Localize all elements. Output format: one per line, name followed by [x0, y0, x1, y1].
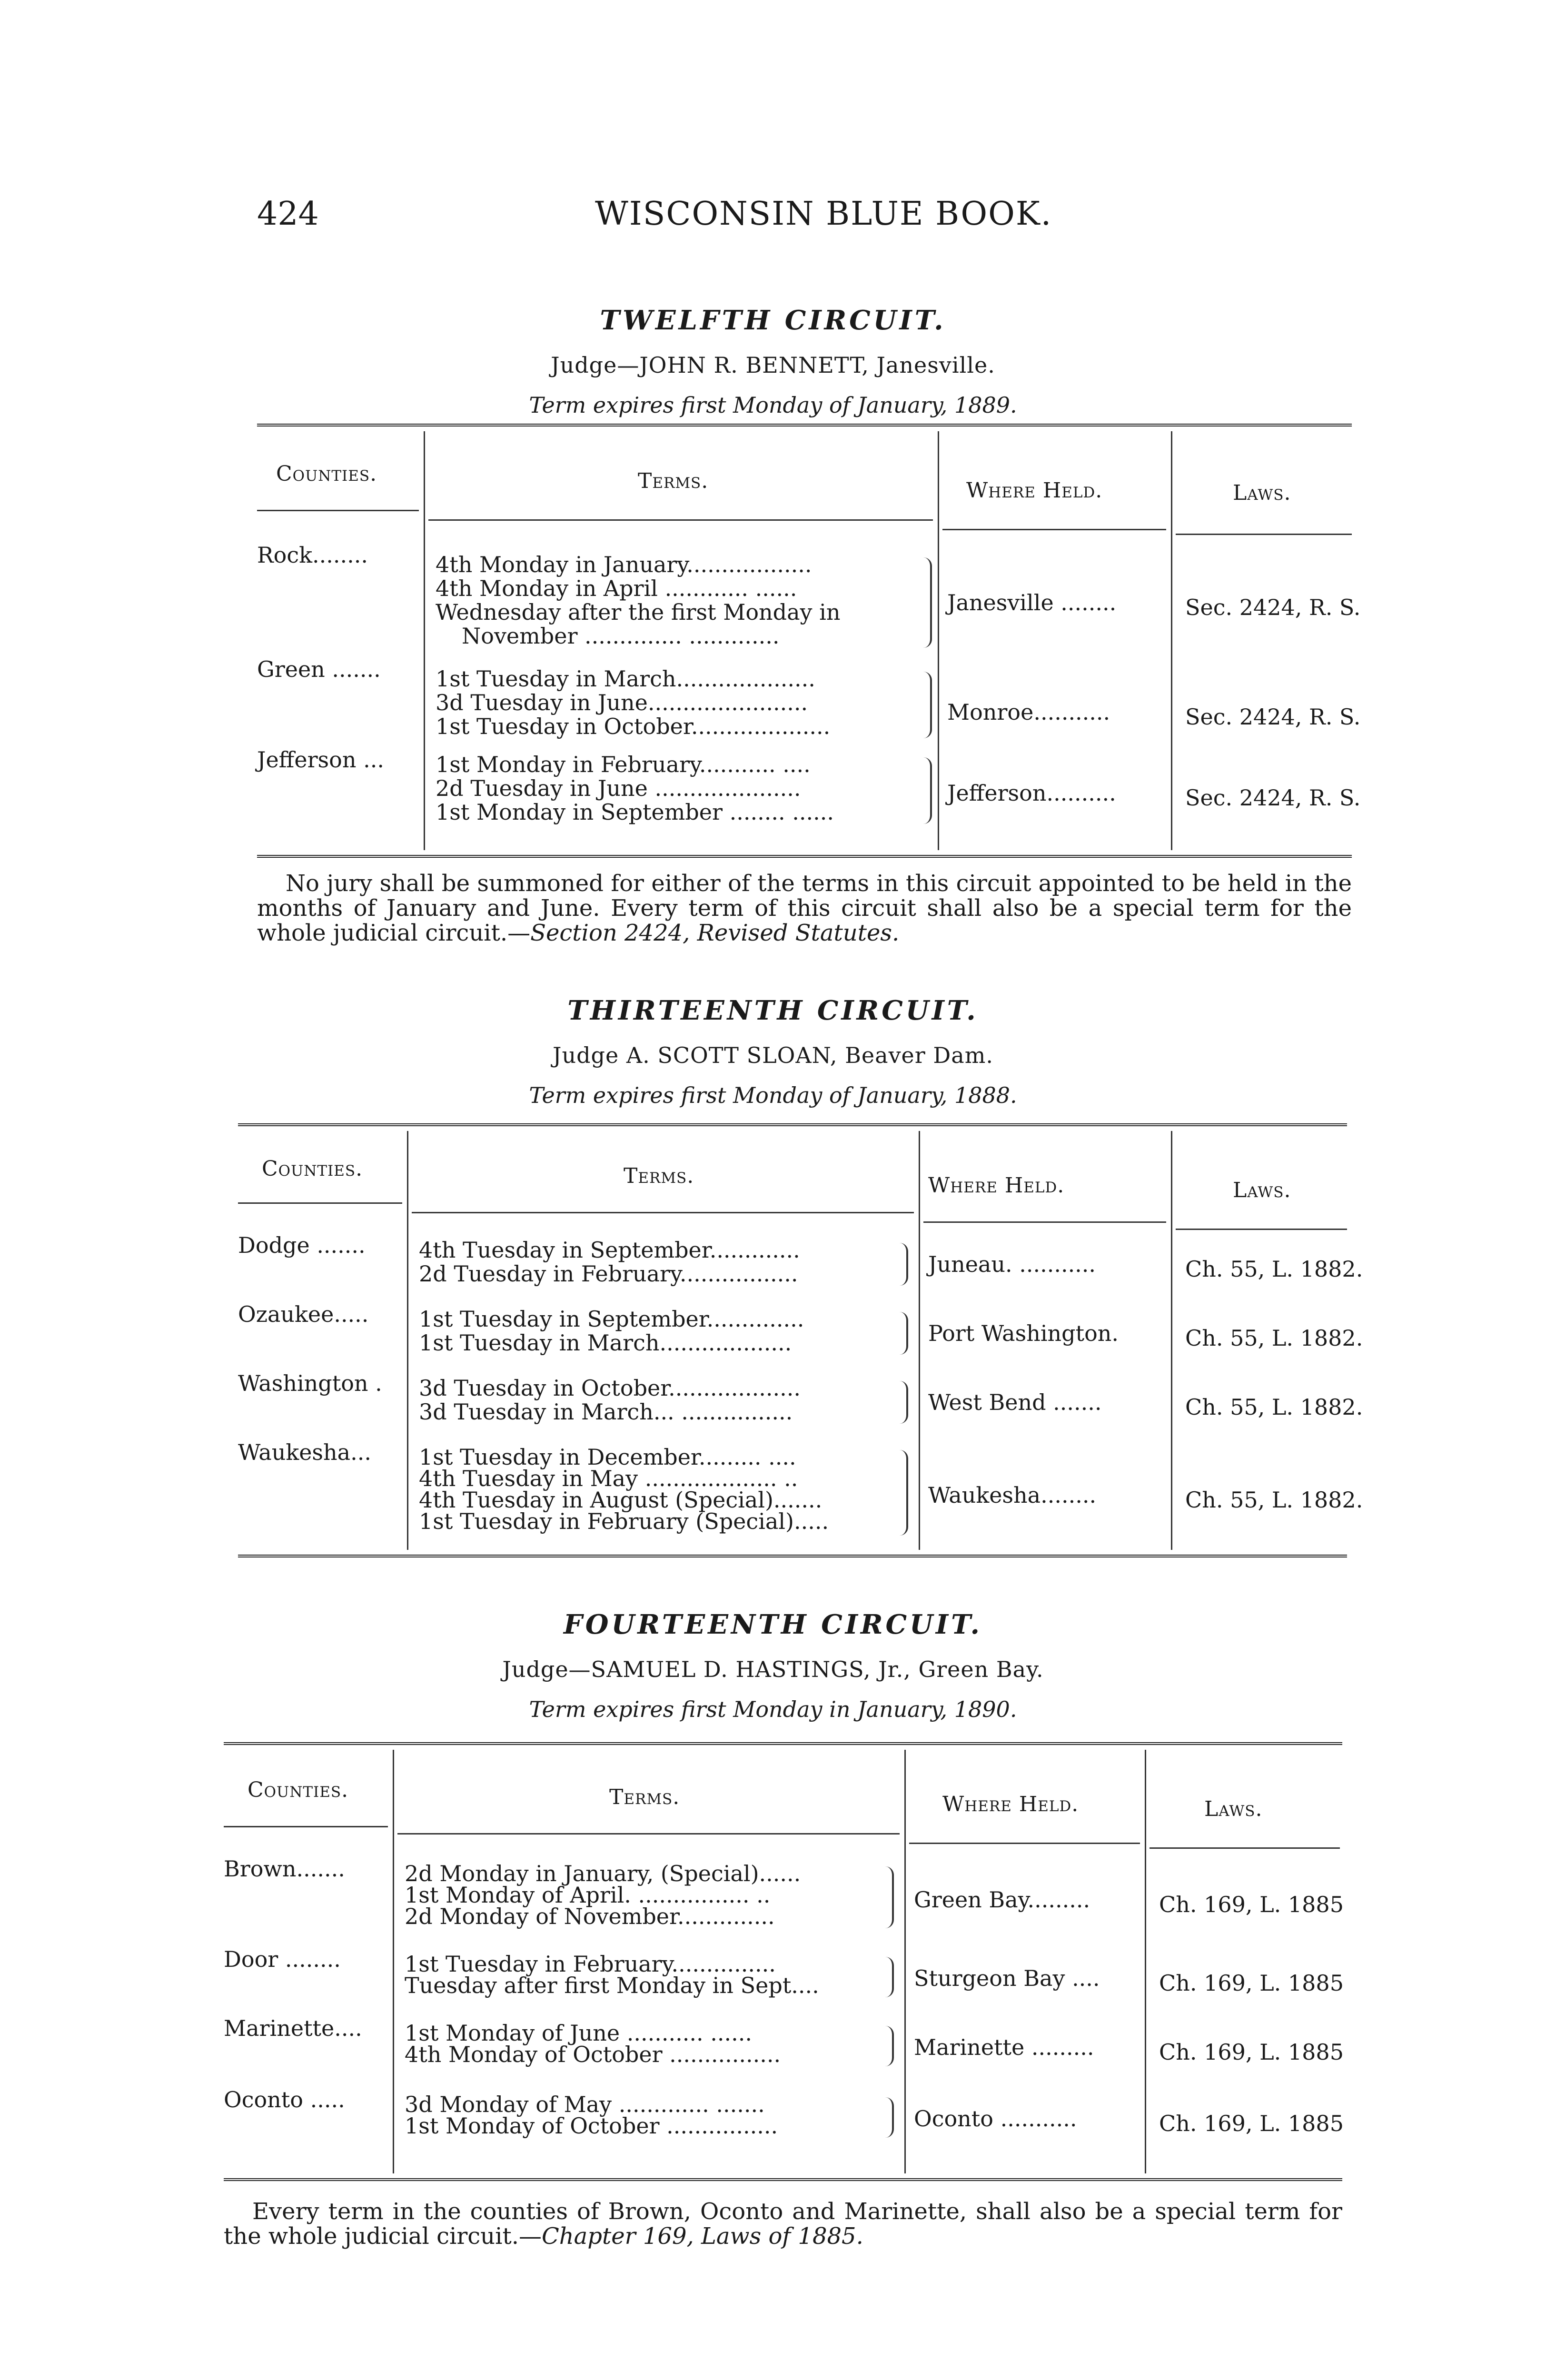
column-divider	[938, 431, 939, 850]
term-line: 3d Tuesday in March... ................	[419, 1399, 793, 1425]
circuit-twelfth-note	[257, 871, 1352, 945]
county-cell: Green .......	[257, 656, 381, 682]
term-line: 4th Tuesday in September.............	[419, 1237, 800, 1263]
header-rule	[1150, 1847, 1340, 1849]
where-held-cell: Waukesha........	[928, 1482, 1097, 1508]
column-header-where-held: Where Held.	[942, 1792, 1079, 1816]
county-cell: Rock........	[257, 542, 368, 568]
laws-cell: Ch. 55, L. 1882.	[1185, 1487, 1363, 1513]
county-cell: Dodge .......	[238, 1232, 366, 1258]
header-rule	[224, 1826, 388, 1827]
column-header-laws: Laws.	[1233, 481, 1291, 505]
note-citation: Section 2424, Revised Statutes.	[530, 920, 900, 946]
county-cell: Door ........	[224, 1946, 341, 1972]
term-expiry: Term expires first Monday of January, 1889.	[529, 392, 1017, 418]
where-held-cell: Oconto ...........	[914, 2106, 1077, 2132]
where-held-cell: Green Bay.........	[914, 1887, 1090, 1913]
column-header-counties: Counties.	[262, 1157, 363, 1181]
term-line: 4th Tuesday in May ................... ..	[419, 1466, 798, 1491]
circuit-title: FOURTEENTH CIRCUIT.	[563, 1609, 983, 1640]
term-line: 4th Monday in April ............ ......	[436, 575, 797, 601]
laws-cell: Sec. 2424, R. S.	[1185, 785, 1361, 811]
where-held-cell: Marinette .........	[914, 2034, 1094, 2060]
circuit-fourteenth-heading	[0, 1609, 1546, 1722]
column-header-counties: Counties.	[248, 1778, 349, 1802]
column-divider	[1171, 1131, 1172, 1550]
circuit-thirteenth-heading	[0, 995, 1546, 1108]
term-line: 1st Tuesday in October....................	[436, 714, 831, 739]
laws-cell: Sec. 2424, R. S.	[1185, 704, 1361, 730]
laws-cell: Ch. 169, L. 1885	[1159, 2111, 1344, 2136]
laws-cell: Sec. 2424, R. S.	[1185, 595, 1361, 620]
term-line: Tuesday after first Monday in Sept....	[405, 1973, 819, 1998]
column-header-where-held: Where Held.	[966, 478, 1103, 503]
header-rule	[1176, 534, 1352, 535]
column-divider	[393, 1750, 394, 2173]
where-held-cell: Janesville ........	[947, 590, 1117, 615]
county-cell: Ozaukee.....	[238, 1301, 369, 1327]
running-head: WISCONSIN BLUE BOOK.	[595, 195, 1052, 233]
circuit-thirteenth-table	[238, 1123, 1363, 1557]
county-cell: Oconto .....	[224, 2087, 345, 2112]
brace	[923, 757, 932, 824]
column-header-counties: Counties.	[276, 462, 377, 486]
where-held-cell: West Bend .......	[928, 1389, 1102, 1415]
header-rule	[428, 519, 933, 521]
circuit-fourteenth-note	[224, 2199, 1342, 2249]
column-header-terms: Terms.	[638, 469, 709, 493]
term-line: 3d Monday of May ............. .......	[405, 2092, 765, 2117]
judge-line: Judge—JOHN R. BENNETT, Janesville.	[551, 352, 995, 378]
where-held-cell: Juneau. ...........	[928, 1251, 1096, 1277]
where-held-cell: Monroe...........	[947, 699, 1110, 725]
term-line: 4th Monday in January..................	[436, 552, 812, 577]
header-rule	[257, 510, 419, 511]
brace	[900, 1450, 908, 1536]
column-divider	[424, 431, 425, 850]
page-number: 424	[257, 195, 319, 233]
term-line: 2d Monday in January, (Special)......	[405, 1861, 801, 1886]
header-rule	[942, 529, 1166, 530]
term-line: 1st Monday in February........... ....	[436, 752, 811, 777]
term-line: 2d Monday of November..............	[405, 1904, 775, 1929]
circuit-fourteenth-table	[224, 1742, 1342, 2181]
term-line: Wednesday after the first Monday in	[436, 599, 841, 625]
header-rule	[412, 1212, 914, 1213]
column-divider	[1171, 431, 1172, 850]
circuit-twelfth-table	[257, 424, 1361, 858]
term-line: 1st Tuesday in February...............	[405, 1951, 776, 1977]
county-cell: Washington .	[238, 1370, 382, 1396]
laws-cell: Ch. 169, L. 1885	[1159, 2039, 1344, 2065]
brace	[900, 1381, 908, 1424]
term-line: 1st Monday of June ........... ......	[405, 2020, 752, 2046]
laws-cell: Ch. 55, L. 1882.	[1185, 1325, 1363, 1351]
county-cell: Brown.......	[224, 1856, 345, 1882]
column-divider	[919, 1131, 920, 1550]
header-rule	[909, 1843, 1140, 1844]
term-line: 1st Monday of April. ................ ..	[405, 1882, 771, 1908]
circuit-twelfth-heading	[0, 305, 1546, 418]
column-header-laws: Laws.	[1204, 1797, 1263, 1821]
note-citation: Chapter 169, Laws of 1885.	[542, 2223, 863, 2250]
term-line: 3d Tuesday in October...................	[419, 1375, 801, 1401]
where-held-cell: Port Washington.	[928, 1320, 1119, 1346]
term-line: 2d Tuesday in June .....................	[436, 775, 801, 801]
column-header-terms: Terms.	[624, 1164, 694, 1188]
term-line: November .............. .............	[462, 623, 780, 649]
column-divider	[904, 1750, 906, 2173]
where-held-cell: Jefferson..........	[947, 780, 1116, 806]
term-line: 1st Tuesday in September..............	[419, 1306, 804, 1332]
note-text: No jury shall be summoned for either of the terms in this circuit appointed to be held in the months of January and June. Every term of this circuit shall also be a special term for the whole judicial circuit.—	[257, 870, 1352, 946]
term-expiry: Term expires first Monday of January, 1888.	[529, 1082, 1017, 1108]
column-header-laws: Laws.	[1233, 1178, 1291, 1202]
county-cell: Waukesha...	[238, 1439, 371, 1465]
term-line: 1st Monday of October ................	[405, 2113, 778, 2139]
laws-cell: Ch. 55, L. 1882.	[1185, 1256, 1363, 1282]
column-header-terms: Terms.	[609, 1785, 680, 1809]
header-rule	[397, 1833, 900, 1835]
judge-line: Judge—SAMUEL D. HASTINGS, Jr., Green Bay.	[502, 1656, 1044, 1682]
brace	[885, 1957, 894, 1997]
where-held-cell: Sturgeon Bay ....	[914, 1965, 1100, 1991]
term-line: 1st Monday in September ........ ......	[436, 799, 834, 825]
header-rule	[1176, 1229, 1347, 1230]
column-divider	[407, 1131, 408, 1550]
term-line: 2d Tuesday in February.................	[419, 1261, 798, 1287]
column-divider	[1145, 1750, 1146, 2173]
laws-cell: Ch. 169, L. 1885	[1159, 1892, 1344, 1917]
brace	[900, 1243, 908, 1286]
term-line: 4th Monday of October ................	[405, 2042, 781, 2067]
term-line: 3d Tuesday in June.......................	[436, 690, 808, 715]
term-line: 1st Tuesday in March...................	[419, 1330, 792, 1356]
term-line: 1st Tuesday in February (Special).....	[419, 1508, 829, 1534]
term-line: 1st Tuesday in December......... ....	[419, 1444, 796, 1470]
brace	[923, 557, 932, 648]
brace	[900, 1312, 908, 1355]
brace	[885, 2026, 894, 2066]
county-cell: Marinette....	[224, 2015, 362, 2041]
county-cell: Jefferson ...	[257, 747, 384, 773]
judge-line: Judge A. SCOTT SLOAN, Beaver Dam.	[553, 1042, 993, 1068]
header-rule	[923, 1221, 1166, 1223]
header-rule	[238, 1202, 402, 1204]
column-header-where-held: Where Held.	[928, 1173, 1065, 1198]
brace	[885, 1866, 894, 1928]
note-text: Every term in the counties of Brown, Oconto and Marinette, shall also be a special term for the whole judicial circuit.—	[224, 2198, 1342, 2250]
circuit-title: THIRTEENTH CIRCUIT.	[567, 995, 979, 1026]
circuit-title: TWELFTH CIRCUIT.	[600, 305, 946, 336]
page-header	[257, 195, 1361, 248]
term-line: 4th Tuesday in August (Special).......	[419, 1487, 823, 1513]
brace	[923, 672, 932, 738]
laws-cell: Ch. 55, L. 1882.	[1185, 1394, 1363, 1420]
term-expiry: Term expires first Monday in January, 1890.	[529, 1696, 1017, 1722]
brace	[885, 2097, 894, 2138]
term-line: 1st Tuesday in March....................	[436, 666, 815, 692]
laws-cell: Ch. 169, L. 1885	[1159, 1970, 1344, 1996]
